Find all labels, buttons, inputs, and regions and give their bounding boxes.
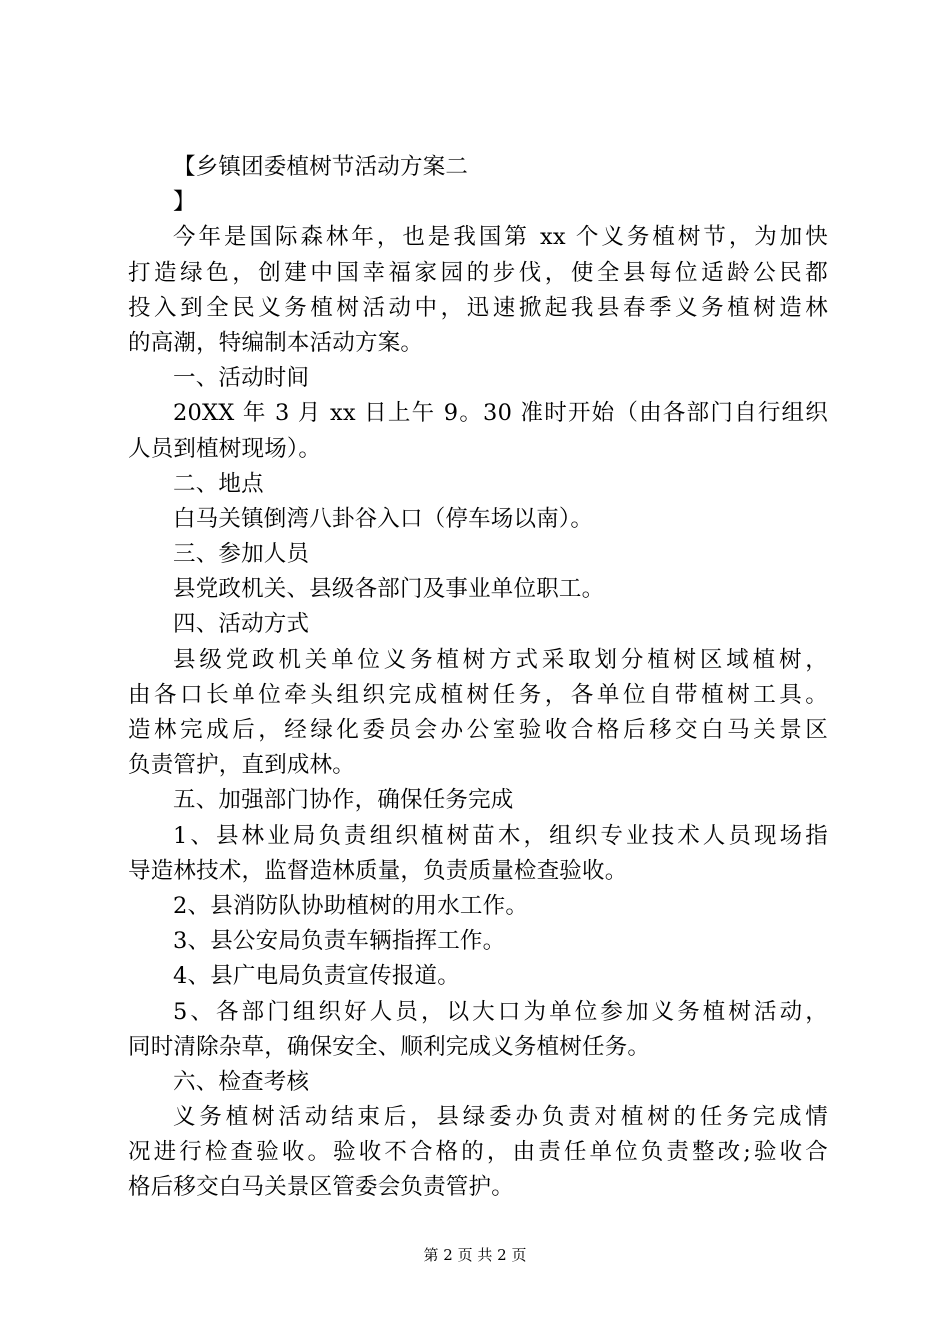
document-line: 造林完成后，经绿化委员会办公室验收合格后移交白马关景区: [128, 717, 828, 743]
document-line: 打造绿色，创建中国幸福家园的步伐，使全县每位适龄公民都: [128, 259, 828, 286]
document-line: 格后移交白马关景区管委会负责管护。: [128, 1174, 514, 1201]
document-line: 4、县广电局负责宣传报道。: [173, 963, 460, 990]
document-line: 二、地点: [173, 470, 264, 497]
document-line: 县级党政机关单位义务植树方式采取划分植树区域植树，: [173, 646, 828, 673]
document-line: 20XX 年 3 月 xx 日上午 9。30 准时开始（由各部门自行组织: [173, 400, 828, 427]
document-line: 四、活动方式: [173, 611, 310, 638]
document-line: 】: [173, 189, 196, 216]
document-line: 一、活动时间: [173, 365, 310, 392]
document-line: 县党政机关、县级各部门及事业单位职工。: [173, 576, 605, 603]
document-line: 人员到植树现场）。: [128, 435, 322, 462]
document-line: 同时清除杂草，确保安全、顺利完成义务植树任务。: [128, 1033, 651, 1060]
document-line: 2、县消防队协助植树的用水工作。: [173, 892, 529, 919]
document-line: 的高潮，特编制本活动方案。: [128, 329, 424, 356]
page-footer: 第 2 页 共 2 页: [423, 1246, 527, 1264]
document-line: 5、各部门组织好人员，以大口为单位参加义务植树活动，: [173, 998, 828, 1025]
document-line: 白马关镇倒湾八卦谷入口（停车场以南）。: [173, 505, 594, 532]
document-line: 三、参加人员: [173, 541, 310, 568]
document-line: 况进行检查验收。验收不合格的，由责任单位负责整改;验收合: [128, 1139, 828, 1166]
document-line: 【乡镇团委植树节活动方案二: [173, 154, 469, 180]
document-line: 导造林技术，监督造林质量，负责质量检查验收。: [128, 857, 628, 884]
document-line: 六、检查考核: [173, 1068, 310, 1095]
document-line: 1、县林业局负责组织植树苗木，组织专业技术人员现场指: [173, 822, 828, 849]
document-line: 由各口长单位牵头组织完成植树任务，各单位自带植树工具。: [128, 681, 828, 708]
document-line: 投入到全民义务植树活动中，迅速掀起我县春季义务植树造林: [128, 294, 828, 321]
document-line: 负责管护，直到成林。: [128, 752, 356, 779]
document-body: [128, 150, 828, 1206]
document-line: 五、加强部门协作，确保任务完成: [173, 787, 514, 814]
document-line: 3、县公安局负责车辆指挥工作。: [173, 928, 506, 955]
document-line: 义务植树活动结束后，县绿委办负责对植树的任务完成情: [173, 1104, 828, 1131]
document-line: 今年是国际森林年，也是我国第 xx 个义务植树节，为加快: [173, 224, 828, 251]
